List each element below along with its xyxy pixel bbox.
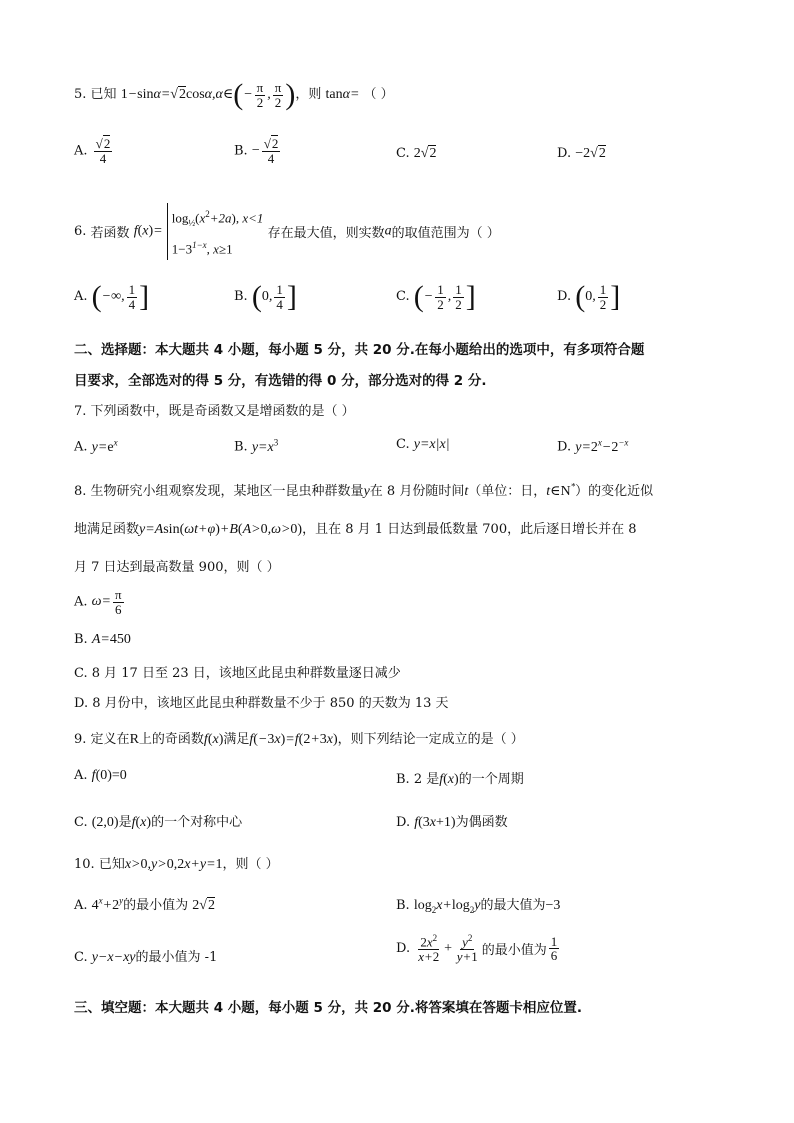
q10-option-d: D. $\frac{2x^2}{x+2}$ + $\frac{y^2}{y+1}$ 的最小值为 $\frac{1}{6}$ [396, 933, 558, 964]
q8-line1: 8. 生物研究小组观察发现，某地区一昆虫种群数量y在 8 月份随时间t（单位：日，t∈N*）的变化近似 [74, 481, 654, 499]
q8-option-a: A. ω= $\frac{\pi}{6}$ [74, 587, 122, 617]
q5-option-d: D. −2√2 [557, 146, 606, 161]
q6-piecewise: $\log_{\frac{1}{2}}(x^2+2a)$, x<1 $1-3^{1-x}$, x≥1 [167, 203, 264, 260]
section2-heading-line1: 二、选择题：本大题共 4 小题，每小题 5 分，共 20 分.在每小题给出的选项中，有多项符合题 [74, 342, 645, 358]
q8-line3: 月 7 日达到最高数量 900，则（ ） [74, 560, 280, 575]
q6-option-d: D. (0, $\frac{1}{2}$ ] [557, 280, 621, 313]
q7-option-c: C. y=x|x| [396, 437, 450, 452]
q7-stem: 7. 下列函数中，既是奇函数又是增函数的是（ ） [74, 404, 355, 419]
q6-option-c: C. (− $\frac{1}{2}$ , $\frac{1}{2}$ ] [396, 280, 476, 313]
q6-stem: 6. 若函数 f(x)= $\log_{\frac{1}{2}}(x^2+2a)$, x<1 $1-3^{1-x}$, x≥1 存在最大值，则实数a的取值范围为（ ） [74, 203, 500, 260]
q9-option-d: D. f(3x+1)为偶函数 [396, 815, 508, 830]
q10-option-a: A. $4^x+2^y$的最小值为 2√2 [74, 895, 215, 913]
q5-equation: 1−sinα=√2cosα,α∈(− $\frac{\pi}{2}$ , $\frac{\pi}{2}$ ) [120, 78, 296, 111]
q6-option-b: B. (0, $\frac{1}{4}$ ] [234, 280, 297, 313]
q5-stem: 5. 已知 1−sinα=√2cosα,α∈(− $\frac{\pi}{2}$ , $\frac{\pi}{2}$ )，则 tanα= （ ） [74, 78, 394, 111]
q8-line2: 地满足函数y=Asin(ωt+φ)+B(A>0,ω>0)，且在 8 月 1 日达到最低数量 700，此后逐日增长并在 8 [74, 522, 637, 537]
q9-option-b: B. 2 是f(x)的一个周期 [396, 772, 524, 787]
q10-option-c: C. y−x−xy的最小值为 -1 [74, 950, 218, 965]
q8-option-b: B. A=450 [74, 632, 131, 647]
q9-option-a: A. f(0)=0 [74, 768, 127, 783]
section3-heading: 三、填空题：本大题共 4 小题，每小题 5 分，共 20 分.将答案填在答题卡相应位置. [74, 1000, 583, 1016]
q9-option-c: C. (2,0)是f(x)的一个对称中心 [74, 815, 243, 830]
q10-stem: 10. 已知x>0,y>0,2x+y=1，则（ ） [74, 857, 279, 872]
q5-option-a: A. $\frac{√2}{4}$ [74, 136, 111, 166]
section2-heading-line2: 目要求，全部选对的得 5 分，有选错的得 0 分，部分选对的得 2 分. [74, 373, 487, 389]
q9-stem: 9. 定义在R上的奇函数f(x)满足f(−3x)=f(2+3x)，则下列结论一定成立的是（ ） [74, 732, 524, 747]
q8-option-c: C. 8 月 17 日至 23 日，该地区此昆虫种群数量逐日减少 [74, 666, 401, 681]
q7-option-b: B. $y=x^3$ [234, 437, 279, 455]
q8-option-d: D. 8 月份中，该地区此昆虫种群数量不少于 850 的天数为 13 天 [74, 696, 449, 711]
q10-option-b: B. $\log_2x+\log_2y$的最大值为−3 [396, 898, 561, 915]
q6-option-a: A. (−∞, $\frac{1}{4}$ ] [74, 280, 150, 313]
q7-option-d: D. $y=2^x-2^{-x}$ [557, 437, 629, 455]
q5-option-b: B. − $\frac{√2}{4}$ [234, 136, 279, 166]
q7-option-a: A. $y=e^x$ [74, 437, 118, 455]
q5-option-c: C. 2√2 [396, 146, 437, 161]
